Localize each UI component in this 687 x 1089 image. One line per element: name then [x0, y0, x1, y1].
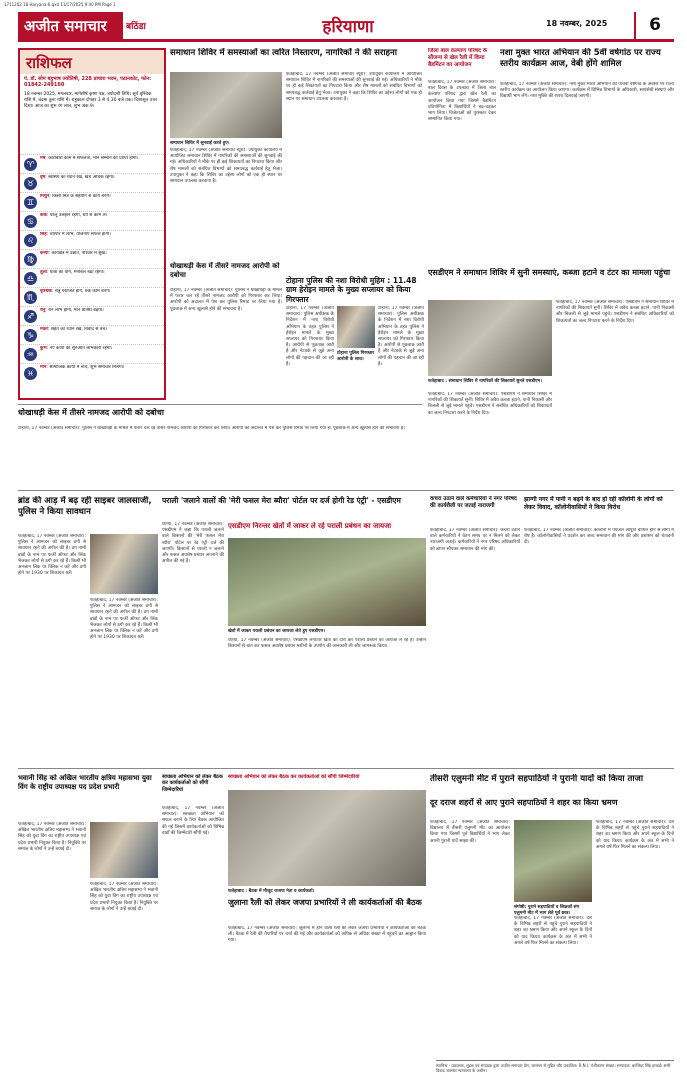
- zodiac-icon: ♒: [24, 348, 37, 361]
- zodiac-sign-row: [20, 230, 164, 249]
- zodiac-sign-row: [20, 325, 164, 344]
- photo-a7: [90, 534, 158, 594]
- headline-a10b: स्वच्छता अभियान को लेकर बैठक कर कार्यकर्ताओं को सौंपी जिम्मेदारियां: [228, 774, 360, 780]
- zodiac-text: मेष: कारोबारी काम में सफलता, मान सम्मान की प्राप्ति होगी।: [40, 155, 139, 161]
- headline-a10: स्वच्छता अभियान को लेकर बैठक कर कार्यकर्ताओं को सौंपी जिम्मेदारियां: [162, 774, 223, 793]
- zodiac-name: वृश्चिक: [40, 288, 52, 294]
- body-a1: फतेहाबाद, 17 नवम्बर (अजीत समाचार ब्यूरो): उपायुक्त कार्यालय में आयोजित समाधान शिविर में नागरिकों की समस्याओं की सुनवाई की गई। अधिकारियों ने मौके पर ही कई शिकायतों का निपटारा किया और शेष मामलों को संबंधित विभागों को समयबद्ध कार्रवाई हेतु भेजा। उपायुक्त ने कहा कि शिविर का उद्देश्य लोगों को एक ही स्थान पर समाधान उपलब्ध करवाना है।: [286, 72, 422, 102]
- zodiac-name: मेष: [40, 155, 46, 161]
- zodiac-sign-row: [20, 154, 164, 173]
- caption-a9: खेतों में जाकर पराली प्रबंधन का जायजा लेते हुए एसडीएम।: [228, 629, 325, 634]
- zodiac-forecast: व्यापार में लाभ, योजनाएं सफल होंगी।: [49, 231, 111, 237]
- zodiac-sign-row: [20, 363, 164, 382]
- headline-a9: एसडीएम निरन्तर खेतों में जाकर ले रहे पराली प्रबंधन का जायजा: [228, 522, 392, 530]
- astrologer-line: पं. डॉ. सोम बहुभाष ज्योतिषी, 228 प्राचारा भवन, पठानकोट, फोन: 01842-249160: [24, 76, 152, 88]
- zodiac-icon: ♋: [24, 215, 37, 228]
- body-a11: फतेहाबाद, 17 नवम्बर (अजीत समाचार): जुलाना में होने वाली रैली को लेकर जजपा प्रभारियों ने कार्यकर्ताओं की बैठक ली। बैठक में रैली की तैयारियों पर चर्चा की गई और कार्यकर्ताओं को अधिक से अधिक संख्या में पहुंचने का आह्वान किया गया।: [228, 926, 426, 944]
- body-a12: फतेहाबाद, 17 नवम्बर (अजीत समाचार): अखिल भारतीय क्षत्रिय महासभा ने भवानी सिंह को युवा विंग का राष्ट्रीय उपाध्यक्ष एवं प्रदेश प्रभारी नियुक्त किया है। नियुक्ति पर समाज के लोगों ने उन्हें बधाई दी।: [18, 822, 86, 852]
- headline-a16: दूर दराज शहरों से आए पुराने सहपाठियों ने शहर का किया भ्रमण: [430, 798, 618, 807]
- zodiac-text: मिथुन: किसी मित्र के सहयोग से कार्य बनेंगे।: [40, 193, 111, 199]
- headline-a11: जुलाना रैली को लेकर जजपा प्रभारियों ने ली कार्यकर्ताओं की बैठक: [228, 898, 422, 907]
- zodiac-icon: ♊: [24, 196, 37, 209]
- photo-a9: [228, 538, 426, 626]
- zodiac-icon: ♏: [24, 291, 37, 304]
- zodiac-text: सिंह: व्यापार में लाभ, योजनाएं सफल होंगी।: [40, 231, 111, 237]
- zodiac-forecast: किसी मित्र के सहयोग से कार्य बनेंगे।: [52, 193, 111, 199]
- divider: [18, 404, 422, 405]
- body-a9: रतिया, 17 नवम्बर (अजीत समाचार): एसडीएम लगातार खेतों का दौरा कर पराली प्रबंधन का जायजा ले रहे हैं। उन्होंने किसानों से बात कर फसल अवशेष प्रबंधन मशीनों के उपयोग की जानकारी ली और जागरूक किया।: [228, 638, 426, 650]
- page-number: 6: [634, 12, 674, 40]
- headline-a5: नशा मुक्त भारत अभियान की 5वीं वर्षगांठ पर राज्य स्तरीय कार्यक्रम आज, वेबी होंगे शामिल: [500, 48, 661, 69]
- zodiac-text: मकर: सेहत का ध्यान रखें, विवाद से बचें।: [40, 326, 107, 332]
- body-a14: फतेहाबाद, 17 नवम्बर (अजीत समाचार): कॉलोनी में पेयजल आपूर्ति बाधित होने से लोगों में रोष है। कॉलोनीवासियों ने प्रदर्शन कर जल्द समाधान की मांग की और प्रशासन को चेतावनी दी।: [524, 528, 674, 546]
- divider: [18, 768, 674, 769]
- zodiac-name: कन्या: [40, 250, 49, 256]
- body-a5: फतेहाबाद, 17 नवम्बर (अजीत समाचार): नशा मुक्त भारत अभियान की पांचवीं वर्षगांठ के अवसर पर राज्य स्तरीय कार्यक्रम का आयोजन किया जाएगा। कार्यक्रम में विभिन्न विभागों के अधिकारी, स्वयंसेवी संस्थाएं और विद्यार्थी भाग लेंगे। नशा मुक्ति की शपथ दिलवाई जाएगी।: [500, 82, 674, 100]
- caption-a1: समाधान शिविर में सुनवाई करते हुए।: [170, 141, 230, 146]
- body-a1-col2: फतेहाबाद, 17 नवम्बर (अजीत समाचार ब्यूरो): उपायुक्त कार्यालय में आयोजित समाधान शिविर में नागरिकों की समस्याओं की सुनवाई की गई। अधिकारियों ने मौके पर ही कई शिकायतों का निपटारा किया और शेष मामलों को संबंधित विभागों को समयबद्ध कार्रवाई हेतु भेजा। उपायुक्त ने कहा कि शिविर का उद्देश्य लोगों को एक ही स्थान पर समाधान उपलब्ध करवाना है।: [170, 148, 282, 185]
- photo-a11: [228, 790, 426, 886]
- zodiac-sign-row: [20, 344, 164, 363]
- zodiac-icon: ♑: [24, 329, 37, 342]
- issue-date: 18 नवम्बर, 2025: [546, 19, 608, 28]
- photo-a1: [170, 72, 282, 138]
- masthead: [18, 12, 674, 42]
- zodiac-forecast: नए कार्यों की शुरुआत लाभकारी रहेगी।: [49, 345, 113, 351]
- zodiac-name: मिथुन: [40, 193, 50, 199]
- zodiac-forecast: शत्रु पराजित होंगे, रुके काम बनेंगे।: [54, 288, 111, 294]
- body-a2: टोहाना, 17 नवम्बर (अजीत समाचार): पुलिस ने धोखाधड़ी के मामले में फरार चल रहे तीसरे नामजद आरोपी को गिरफ्तार कर लिया। आरोपी को अदालत में पेश कर पुलिस रिमांड पर लिया गया है। पूछताछ में अन्य खुलासे होने की संभावना है।: [170, 288, 282, 312]
- rashifal-intro: 18 नवम्बर 2025, मंगलवार, मार्गशीर्ष कृष्ण पक्ष, त्रयोदशी तिथि। सूर्य वृश्चिक राशि में, चंद्रमा तुला राशि में। राहुकाल दोपहर 3 से 4.30 बजे तक। दिशाशूल उत्तर दिशा। आज का शुभ रंग लाल, शुभ अंक 9।: [24, 92, 158, 109]
- zodiac-forecast: कारोबारी काम में सफलता, मान सम्मान की प्राप्ति होगी।: [48, 155, 139, 161]
- photo-a6: [428, 300, 552, 376]
- zodiac-forecast: यात्रा का योग, मनोबल बढ़ा रहेगा।: [49, 269, 105, 275]
- body-a4: फतेहाबाद, 17 नवम्बर (अजीत समाचार): बाल दिवस के उपलक्ष्य में जिला बाल कल्याण परिषद द्वारा खेल रैली का आयोजन किया गया जिसमें बैडमिंटन प्रतियोगिता में विद्यार्थियों ने बढ़-चढ़कर भाग लिया। विजेताओं को पुरस्कार देकर सम्मानित किया गया।: [428, 80, 496, 123]
- zodiac-sign-row: [20, 287, 164, 306]
- rashifal-box: [18, 48, 166, 400]
- body-a2b: टोहाना, 17 नवम्बर (अजीत समाचार): पुलिस ने धोखाधड़ी के मामले में फरार चल रहे तीसरे नामजद आरोपी को गिरफ्तार कर लिया। आरोपी को अदालत में पेश कर पुलिस रिमांड पर लिया गया है। पूछताछ में अन्य खुलासे होने की संभावना है।: [18, 426, 405, 431]
- photo-a3: [337, 306, 375, 348]
- zodiac-name: वृष: [40, 174, 46, 180]
- body-a3: टोहाना, 17 नवम्बर (अजीत समाचार): पुलिस अधीक्षक के निर्देशन में नशा विरोधी अभियान के तहत पुलिस ने हेरोइन मामले के मुख्य सप्लायर को गिरफ्तार किया है। आरोपी से पूछताछ जारी है और नेटवर्क से जुड़े अन्य लोगों की पहचान की जा रही है।: [286, 306, 334, 367]
- zodiac-text: वृष: स्वास्थ्य का ध्यान रखें, खर्च अधिक रहेगा।: [40, 174, 115, 180]
- headline-a1: समाधान शिविर में समस्याओं का त्वरित निस्तारण, नागरिकों ने की सराहना: [170, 48, 397, 58]
- zodiac-icon: ♍: [24, 253, 37, 266]
- section-title: हरियाणा: [322, 17, 374, 37]
- zodiac-text: कुंभ: नए कार्यों की शुरुआत लाभकारी रहेगी।: [40, 345, 113, 351]
- body-a3-col2: टोहाना, 17 नवम्बर (अजीत समाचार): पुलिस अधीक्षक के निर्देशन में नशा विरोधी अभियान के तहत पुलिस ने हेरोइन मामले के मुख्य सप्लायर को गिरफ्तार किया है। आरोपी से पूछताछ जारी है और नेटवर्क से जुड़े अन्य लोगों की पहचान की जा रही है।: [378, 306, 424, 367]
- zodiac-icon: ♐: [24, 310, 37, 323]
- headline-a2: धोखाधड़ी केस में तीसरे नामजद आरोपी को दबोचा: [170, 262, 280, 279]
- divider: [18, 490, 674, 491]
- body-a8: रतिया, 17 नवम्बर (अजीत समाचार): एसडीएम ने कहा कि पराली जलाने वाले किसानों की 'मेरी फसल मेरा ब्यौरा' पोर्टल पर रेड एंट्री दर्ज की जाएगी। किसानों से पराली न जलाने और फसल अवशेष प्रबंधन अपनाने की अपील की गई है।: [162, 522, 224, 565]
- zodiac-icon: ♓: [24, 367, 37, 380]
- body-a7: फतेहाबाद, 17 नवम्बर (अजीत समाचार): पुलिस ने आमजन को साइबर ठगी से सावधान रहने की अपील की है। ठग नामी ब्रांडों के नाम पर फर्जी ऑफर और लिंक भेजकर लोगों से ठगी कर रहे हैं। किसी भी अनजान लिंक पर क्लिक न करें और ठगी होने पर 1930 पर शिकायत करें।: [18, 534, 86, 577]
- zodiac-text: कर्क: घरेलू उलझनें रहेंगी, धैर्य से काम लें।: [40, 212, 108, 218]
- headline-a8: पराली 'जलाने वालों की 'मेरी फसल मेरा ब्यौरा' पोर्टल पर दर्ज होगी रेड एंट्री' - एसडीएम: [162, 496, 401, 505]
- zodiac-icon: ♉: [24, 177, 37, 190]
- zodiac-sign-row: [20, 173, 164, 192]
- zodiac-icon: ♎: [24, 272, 37, 285]
- zodiac-forecast: स्वास्थ्य का ध्यान रखें, खर्च अधिक रहेगा।: [48, 174, 115, 180]
- headline-a15: तीसरी एलुमनी मीट में पुराने सहपाठियों ने पुरानी यादों को किया ताजा: [430, 774, 644, 784]
- body-a16-col2: फतेहाबाद, 17 नवम्बर (अजीत समाचार): देश के विभिन्न शहरों से पहुंचे पुराने सहपाठियों ने शहर का भ्रमण किया और अपने स्कूल के दिनों को याद किया। कार्यक्रम के अंत में सभी ने अगले वर्ष फिर मिलने का संकल्प लिया।: [514, 916, 592, 946]
- caption-a3: टोहाना पुलिस गिरफ्तार आरोपी के साथ।: [337, 351, 375, 362]
- headline-a7: ब्रांड की आड़ में बढ़ रही साइबर जालसाजी, पुलिस ने किया सावधान: [18, 496, 152, 517]
- imprint-footer: स्वामित्व - प्रकाशक, मुद्रक एवं संपादक द्वारा अजीत समाचार प्रेस, जालंधर से मुद्रित और प्रकाशित। R.N.I. पंजीकरण संख्या। सम्पादक: बरजिंदर सिंह हमदर्द। सभी विवाद जालंधर न्यायालय के अधीन।: [436, 1060, 674, 1080]
- headline-a2b: धोखाधड़ी केस में तीसरे नामजद आरोपी को दबोचा: [18, 408, 164, 417]
- zodiac-sign-row: [20, 249, 164, 268]
- body-a13: फतेहाबाद, 17 नवम्बर (अजीत समाचार): कचरा उठाने वाले कर्मचारियों ने वेतन समय पर न मिलने को लेकर नाराजगी जताई। कर्मचारियों ने नगर परिषद अधिकारियों को ज्ञापन सौंपकर समाधान की मांग की।: [430, 528, 520, 552]
- headline-a6: एसडीएम ने समाधान शिविर में सुनी समस्याएं, कब्जा हटाने व टंटर का मामला पहुंचा: [428, 268, 671, 277]
- zodiac-name: सिंह: [40, 231, 47, 237]
- zodiac-name: मीन: [40, 364, 47, 370]
- headline-a14: झाग्गी नगर में पानी न बढ़ने के बाद हो रही कॉलोनी के लोगों को लेकर विवाद, कॉलोनीवासियों ने किया विरोध: [524, 496, 663, 511]
- caption-a11: फतेहाबाद : बैठक में मौजूद जजपा नेता व कार्यकर्ता।: [228, 889, 315, 894]
- zodiac-forecast: घरेलू उलझनें रहेंगी, धैर्य से काम लें।: [49, 212, 108, 218]
- body-a12-col2: फतेहाबाद, 17 नवम्बर (अजीत समाचार): अखिल भारतीय क्षत्रिय महासभा ने भवानी सिंह को युवा विंग का राष्ट्रीय उपाध्यक्ष एवं प्रदेश प्रभारी नियुक्त किया है। नियुक्ति पर समाज के लोगों ने उन्हें बधाई दी।: [90, 882, 158, 912]
- zodiac-sign-row: [20, 268, 164, 287]
- newspaper-logo: अजीत समाचार: [18, 12, 123, 39]
- zodiac-name: कुंभ: [40, 345, 47, 351]
- caption-a16: संगोष्ठी: पुराने सहपाठियों व शिक्षकों संग एलुमनी मीट में भाग लेते पूर्व छात्र।: [514, 905, 580, 916]
- zodiac-forecast: सामाजिक कार्यों में रुचि, शुभ समाचार मिलेगा।: [49, 364, 125, 370]
- zodiac-forecast: कार्यक्षेत्र में उन्नति, परिवार में सुख।: [51, 250, 107, 256]
- zodiac-text: तुला: यात्रा का योग, मनोबल बढ़ा रहेगा।: [40, 269, 105, 275]
- zodiac-icon: ♈: [24, 158, 37, 171]
- photo-a12: [90, 822, 158, 878]
- zodiac-text: मीन: सामाजिक कार्यों में रुचि, शुभ समाचार मिलेगा।: [40, 364, 125, 370]
- body-a7-col2: फतेहाबाद, 17 नवम्बर (अजीत समाचार): पुलिस ने आमजन को साइबर ठगी से सावधान रहने की अपील की है। ठग नामी ब्रांडों के नाम पर फर्जी ऑफर और लिंक भेजकर लोगों से ठगी कर रहे हैं। किसी भी अनजान लिंक पर क्लिक न करें और ठगी होने पर 1930 पर शिकायत करें।: [90, 598, 158, 641]
- headline-a4: जिला बाल कल्याण परिषद के सौजन्य से खेल रैली में किया बैडमिंटन का आयोजन: [428, 48, 488, 68]
- zodiac-name: मकर: [40, 326, 48, 332]
- zodiac-name: कर्क: [40, 212, 47, 218]
- zodiac-text: कन्या: कार्यक्षेत्र में उन्नति, परिवार में सुख।: [40, 250, 107, 256]
- zodiac-icon: ♌: [24, 234, 37, 247]
- zodiac-text: धनु: धन लाभ होगा, मान प्रतिष्ठा बढ़ेगी।: [40, 307, 104, 313]
- headline-a3: टोहाना पुलिस की नशा विरोधी मुहिम : 11.48 ग्राम हेरोइन मामले के मुख्य सप्लायर को किया गिरफ्तार: [286, 276, 417, 304]
- body-a15: फतेहाबाद, 17 नवम्बर (अजीत समाचार): विद्यालय में तीसरी एलुमनी मीट का आयोजन किया गया जिसमें पूर्व विद्यार्थियों ने भाग लेकर अपनी पुरानी यादें साझा कीं।: [430, 820, 510, 844]
- zodiac-sign-row: [20, 306, 164, 325]
- zodiac-text: वृश्चिक: शत्रु पराजित होंगे, रुके काम बनेंगे।: [40, 288, 111, 294]
- headline-a13: कचरा उठाने वाले कर्मचारियों ने नगर परिषद की कार्यशैली पर जताई नाराजगी: [430, 496, 517, 509]
- edition-label: बठिंडा: [126, 22, 146, 32]
- rashifal-title: राशिफल: [20, 50, 164, 74]
- zodiac-sign-row: [20, 211, 164, 230]
- zodiac-list: [20, 154, 164, 382]
- body-a6: फतेहाबाद, 17 नवम्बर (अजीत समाचार): एसडीएम ने समाधान शिविर में नागरिकों की शिकायतें सुनीं। शिविर में अवैध कब्जा हटाने, पानी निकासी और बिजली से जुड़े मामले पहुंचे। एसडीएम ने संबंधित अधिकारियों को शिकायतों का जल्द निपटारा करने के निर्देश दिए।: [556, 300, 674, 324]
- zodiac-forecast: सेहत का ध्यान रखें, विवाद से बचें।: [50, 326, 107, 332]
- zodiac-name: धनु: [40, 307, 46, 313]
- photo-a16: [514, 820, 592, 902]
- zodiac-sign-row: [20, 192, 164, 211]
- caption-a6: फतेहाबाद : समाधान शिविर में नागरिकों की शिकायतें सुनते एसडीएम।: [428, 379, 542, 384]
- body-a10: फतेहाबाद, 17 नवम्बर (अजीत समाचार): स्वच्छता अभियान को सफल बनाने के लिए बैठक आयोजित की गई जिसमें कार्यकर्ताओं को विभिन्न वार्डों की जिम्मेदारी सौंपी गई।: [162, 806, 224, 836]
- zodiac-name: तुला: [40, 269, 47, 275]
- zodiac-forecast: धन लाभ होगा, मान प्रतिष्ठा बढ़ेगी।: [48, 307, 104, 313]
- print-slug: 1711202 18 Haryana-6.qxd 11/17/2025 9:40 PM Page 1: [4, 2, 116, 7]
- body-a6-col2: फतेहाबाद, 17 नवम्बर (अजीत समाचार): एसडीएम ने समाधान शिविर में नागरिकों की शिकायतें सुनीं। शिविर में अवैध कब्जा हटाने, पानी निकासी और बिजली से जुड़े मामले पहुंचे। एसडीएम ने संबंधित अधिकारियों को शिकायतों का जल्द निपटारा करने के निर्देश दिए।: [428, 392, 552, 416]
- body-a16: फतेहाबाद, 17 नवम्बर (अजीत समाचार): देश के विभिन्न शहरों से पहुंचे पुराने सहपाठियों ने शहर का भ्रमण किया और अपने स्कूल के दिनों को याद किया। कार्यक्रम के अंत में सभी ने अगले वर्ष फिर मिलने का संकल्प लिया।: [596, 820, 674, 850]
- headline-a12: भवानी सिंह को अखिल भारतीय क्षत्रिय महासभा युवा विंग के राष्ट्रीय उपाध्यक्ष पद प्रदेश प्रभारी: [18, 774, 152, 791]
